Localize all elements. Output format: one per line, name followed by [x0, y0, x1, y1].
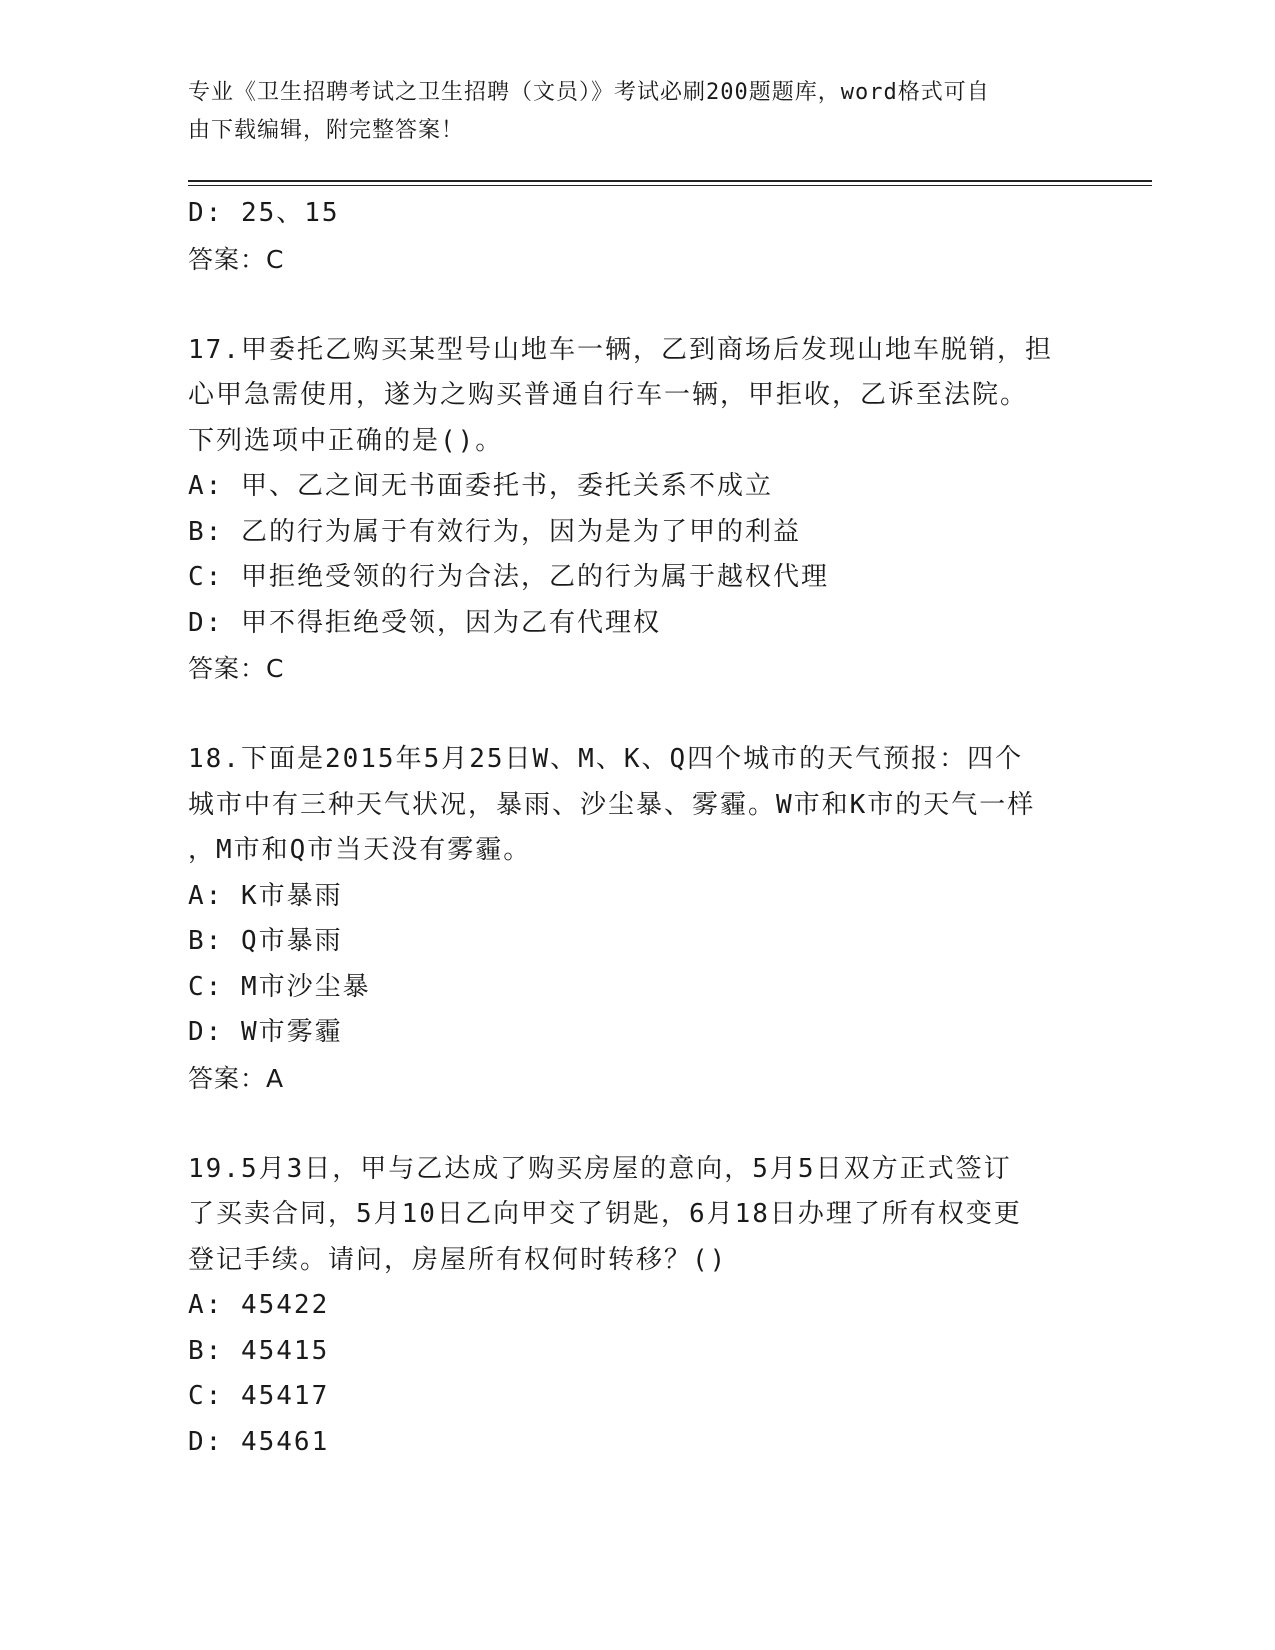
q18-stem-line-1: 18.下面是2015年5月25日W、M、K、Q四个城市的天气预报：四个: [188, 744, 1024, 774]
q19-option-a: A: 45422: [188, 1290, 330, 1320]
q17-option-a: A: 甲、乙之间无书面委托书，委托关系不成立: [188, 471, 773, 501]
prev-answer: 答案：C: [188, 244, 285, 274]
question-18: [188, 737, 1088, 1101]
q19-stem-line-2: 了买卖合同，5月10日乙向甲交了钥匙，6月18日办理了所有权变更: [188, 1199, 1022, 1229]
q18-stem-line-3: ，M市和Q市当天没有雾霾。: [188, 835, 532, 865]
q19-option-d: D: 45461: [188, 1426, 330, 1457]
q17-option-b: B: 乙的行为属于有效行为，因为是为了甲的利益: [188, 516, 801, 547]
q18-answer: 答案：A: [188, 1063, 285, 1093]
header-divider-thin: [188, 185, 1152, 186]
q17-option-d: D: 甲不得拒绝受领，因为乙有代理权: [188, 607, 661, 638]
q17-option-c: C: 甲拒绝受领的行为合法，乙的行为属于越权代理: [188, 562, 829, 592]
q18-option-a: A: K市暴雨: [188, 880, 343, 911]
document-header: [188, 74, 1068, 150]
spacer: [188, 692, 1088, 738]
header-line-2: 由下载编辑，附完整答案！: [188, 118, 465, 143]
spacer: [188, 1101, 1088, 1147]
q19-stem-line-1: 19.5月3日，甲与乙达成了购买房屋的意向，5月5日双方正式签订: [188, 1153, 1012, 1184]
q17-stem-line-3: 下列选项中正确的是()。: [188, 425, 504, 456]
question-content: [188, 191, 1088, 1465]
q18-option-c: C: M市沙尘暴: [188, 971, 371, 1002]
q18-stem-line-2: 城市中有三种天气状况，暴雨、沙尘暴、雾霾。W市和K市的天气一样: [188, 789, 1036, 820]
q18-option-d: D: W市雾霾: [188, 1017, 343, 1047]
question-17: [188, 328, 1088, 692]
q17-stem-line-1: 17.甲委托乙购买某型号山地车一辆，乙到商场后发现山地车脱销，担: [188, 334, 1053, 365]
prev-option-d: D: 25、15: [188, 198, 340, 228]
spacer: [188, 282, 1088, 328]
q17-answer: 答案：C: [188, 654, 285, 683]
prev-question-tail: [188, 191, 1088, 282]
q19-stem-line-3: 登记手续。请问，房屋所有权何时转移？(): [188, 1244, 728, 1275]
question-19: [188, 1147, 1088, 1466]
q19-option-b: B: 45415: [188, 1335, 330, 1366]
header-divider-thick: [188, 180, 1152, 182]
header-line-1: 专业《卫生招聘考试之卫生招聘（文员）》考试必刷200题题库，word格式可自: [188, 80, 990, 105]
q19-option-c: C: 45417: [188, 1381, 330, 1411]
q17-stem-line-2: 心甲急需使用，遂为之购买普通自行车一辆，甲拒收，乙诉至法院。: [188, 380, 1029, 410]
q18-option-b: B: Q市暴雨: [188, 926, 343, 956]
